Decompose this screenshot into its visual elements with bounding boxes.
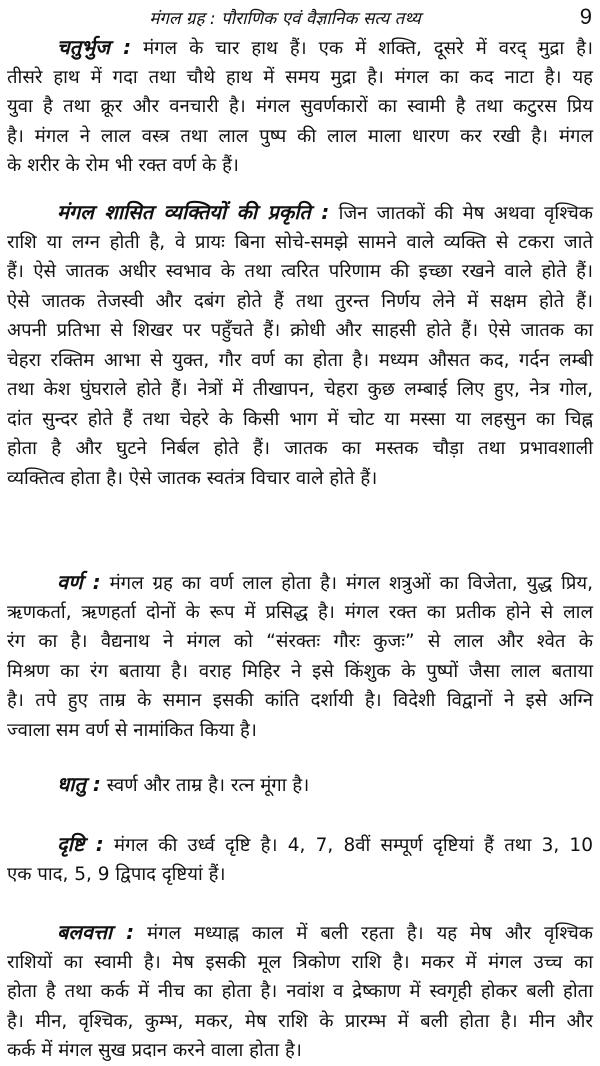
paragraph-heading: बलवत्ता :	[57, 920, 135, 944]
text-line	[7, 346, 593, 376]
paragraph-nature	[7, 198, 593, 493]
line-text: राशि या लग्न होती है, वे प्रायः बिना सोचे-समझे सामने वाले व्यक्ति से टकरा जाते	[7, 231, 593, 253]
paragraph-heading: धातु :	[57, 772, 101, 796]
line-text: स्वर्ण और ताम्र है। रत्न मूंगा है।	[106, 775, 310, 796]
text-line	[7, 948, 593, 978]
text-line	[7, 405, 593, 435]
paragraph-heading: चतुर्भुज :	[57, 35, 132, 59]
line-text: मिश्रण का रंग बताया है। वराह मिहिर ने इसे किंशुक के पुष्पों जैसा लाल बताया	[7, 660, 593, 682]
line-text: मंगल के चार हाथ हैं। एक में शक्ति, दूसरे में वरद् मुद्रा है।	[143, 38, 593, 59]
text-line	[7, 568, 593, 598]
text-line	[7, 63, 593, 93]
text-line	[7, 257, 593, 287]
text-line	[7, 918, 593, 948]
text-line	[7, 122, 593, 152]
line-text: हैं। ऐसे जातक अधीर स्वभाव के तथा त्वरित परिणाम की इच्छा रखने वाले होते हैं।	[7, 261, 593, 282]
line-text: राशियों का स्वामी है। मेष इसकी मूल त्रिकोण राशि है। मकर में मंगल उच्च का	[7, 951, 593, 973]
line-text: तीसरे हाथ में गदा तथा चौथे हाथ में समय मुद्रा है। मंगल का कद नाटा है। यह	[7, 66, 593, 88]
text-line	[7, 716, 593, 746]
text-line	[7, 657, 593, 687]
line-text: मंगल ग्रह का वर्ण लाल होता है। मंगल शत्रुओं का विजेता, युद्ध प्रिय,	[109, 573, 593, 594]
text-line	[7, 316, 593, 346]
header-title: मंगल ग्रह : पौराणिक एवं वैज्ञानिक सत्य तथ्य	[149, 9, 421, 29]
paragraph-heading: मंगल शासित व्यक्तियों की प्रकृति :	[57, 200, 330, 224]
running-header	[0, 4, 600, 34]
line-text: के शरीर के रोम भी रक्त वर्ण के हैं।	[7, 155, 239, 176]
text-line	[7, 375, 593, 405]
paragraph-heading: दृष्टि :	[57, 832, 104, 856]
line-text: दांत सुन्दर होते हैं तथा चेहरे के किसी भाग में चोट या मस्सा या लहसुन का चिह्न	[7, 408, 593, 430]
line-text: युवा है तथा क्रूर और वनचारी है। मंगल सुवर्णकारों का स्वामी है तथा कटुरस प्रिय	[7, 96, 593, 117]
paragraph-chaturbhuj	[7, 33, 593, 181]
text-line	[7, 92, 593, 122]
text-line	[7, 434, 593, 464]
line-text: है। तपे हुए ताम्र के समान इसकी कांति दर्शायी है। विदेशी विद्वानों ने इसे अग्नि	[7, 690, 593, 711]
text-line	[7, 627, 593, 657]
line-text: कर्क में मंगल सुख प्रदान करने वाला होता है।	[7, 1040, 302, 1061]
paragraph-varna	[7, 568, 593, 745]
text-line	[7, 686, 593, 716]
line-text: ऐसे जातक तेजस्वी और दबंग होते हैं तथा तुरन्त निर्णय लेने में सक्षम होते हैं।	[7, 290, 593, 312]
line-text: होता है और घुटने निर्बल होते हैं। जातक का मस्तक चौड़ा तथा प्रभावशाली	[7, 438, 593, 459]
line-text: व्यक्तित्व होता है। ऐसे जातक स्वतंत्र विचार वाले होते हैं।	[7, 467, 378, 489]
line-text: है। मीन, वृश्चिक, कुम्भ, मकर, मेष राशि के प्रारम्भ में बली होता है। मीन और	[7, 1010, 593, 1032]
text-line	[7, 287, 593, 317]
line-text: होता है तथा कर्क में नीच का होता है। नवांश व द्रेष्काण में स्वगृही होकर बली होता	[7, 981, 593, 1002]
line-text: ज्वाला सम वर्ण से नामांकित किया है।	[7, 719, 257, 741]
text-line	[7, 860, 593, 890]
line-text: है। मंगल ने लाल वस्त्र तथा लाल पुष्प की लाल माला धारण कर रखी है। मंगल	[7, 125, 593, 147]
text-line	[7, 598, 593, 628]
paragraph-drishti	[7, 830, 593, 889]
text-line	[7, 770, 593, 800]
paragraph-balvatta	[7, 918, 593, 1066]
line-text: रंग का है। वैद्यनाथ ने मंगल को “संरक्तः गौरः कुजः” से लाल और श्वेत के	[7, 631, 593, 652]
line-text: जिन जातकों की मेष अथवा वृश्चिक	[338, 203, 594, 224]
line-text: चेहरा रक्तिम आभा से युक्त, गौर वर्ण का होता है। मध्यम औसत कद, गर्दन लम्बी	[7, 349, 593, 371]
text-line	[7, 198, 593, 228]
text-line	[7, 228, 593, 258]
page-number: 9	[579, 4, 592, 29]
line-text: तथा केश घुंघराले होते हैं। नेत्रों में तीखापन, चेहरा कुछ लम्बाई लिए हुए, नेत्र गोल,	[7, 379, 593, 400]
line-text: ऋणकर्ता, ऋणहर्ता दोनों के रूप में प्रसिद्ध है। मंगल रक्त का प्रतीक होने से लाल	[7, 601, 593, 623]
text-line	[7, 33, 593, 63]
line-text: अपनी प्रतिभा से शिखर पर पहुँचते हैं। क्रोधी और साहसी होते हैं। ऐसे जातक का	[7, 320, 593, 341]
text-line	[7, 1036, 593, 1066]
line-text: मंगल की उर्ध्व दृष्टि है। 4, 7, 8वीं सम्पूर्ण दृष्टियां हैं तथा 3, 10	[114, 835, 593, 856]
paragraph-dhatu	[7, 770, 593, 800]
paragraph-heading: वर्ण :	[57, 570, 101, 594]
text-line	[7, 1007, 593, 1037]
line-text: एक पाद, 5, 9 द्विपाद दृष्टियां हैं।	[7, 863, 226, 885]
line-text: मंगल मध्याह्न काल में बली रहता है। यह मेष और वृश्चिक	[147, 923, 594, 944]
text-line	[7, 151, 593, 181]
text-line	[7, 977, 593, 1007]
text-line	[7, 464, 593, 494]
text-line	[7, 830, 593, 860]
